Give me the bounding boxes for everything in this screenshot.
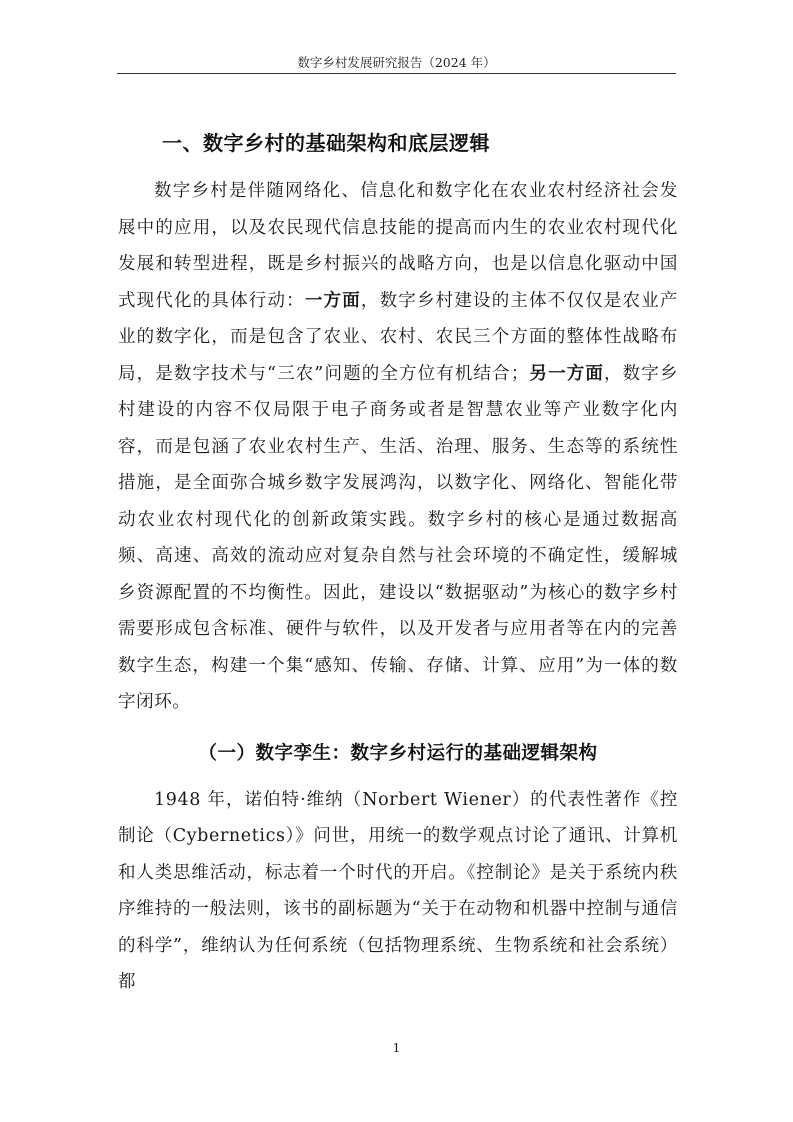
subsection-heading: （一）数字孪生：数字乡村运行的基础逻辑架构	[198, 742, 598, 764]
page-content	[118, 124, 678, 1001]
paragraph-text: ，数字乡村建设的内容不仅局限于电子商务或者是智慧农业等产业数字化内容，而是包涵了农业农村生产、生活、治理、服务、生态等的系统性措施，是全面弥合城乡数字发展鸿沟，以数字化、网络化、智能化带动农业农村现代化的创新政策实践。数字乡村的核心是通过数据高频、高速、高效的流动应对复杂自然与社会环境的不确定性，缓解城乡资源配置的不均衡性。因此，建设以“数据驱动”为核心的数字乡村需要形成包含标准、硬件与软件，以及开发者与应用者等在内的完善数字生态，构建一个集“感知、传输、存储、计算、应用”为一体的数字闭环。	[118, 363, 678, 712]
paragraph-text: ，数字乡村建设的主体不仅仅是农业产业的数字化，而是包含了农业、农村、农民三个方面的整体性战略布局，是数字技术与“三农”问题的全方位有机结合；	[118, 290, 678, 384]
header-rule	[117, 73, 676, 74]
running-header: 数字乡村发展研究报告（2024 年）	[297, 55, 496, 70]
body-paragraph	[118, 173, 678, 721]
body-paragraph: 1948 年，诺伯特·维纳（Norbert Wiener）的代表性著作《控制论（Cybernetics）》问世，用统一的数学观点讨论了通讯、计算机和人类思维活动，标志着一个时代的开启。《控制论》是关于系统内秩序维持的一般法则，该书的副标题为“关于在动物和机器中控制与通信的科学”，维纳认为任何系统（包括物理系统、生物系统和社会系统）都	[118, 789, 678, 992]
emphasis-text: 另一方面	[528, 363, 604, 384]
emphasis-text: 一方面	[304, 290, 361, 311]
paragraph-text: 数字乡村是伴随网络化、信息化和数字化在农业农村经济社会发展中的应用，以及农民现代信息技能的提高而内生的农业农村现代化发展和转型进程，既是乡村振兴的战略方向，也是以信息化驱动中国式现代化的具体行动：	[118, 181, 678, 311]
page-number: 1	[392, 1040, 401, 1055]
section-heading: 一、数字乡村的基础架构和底层逻辑	[162, 131, 490, 155]
